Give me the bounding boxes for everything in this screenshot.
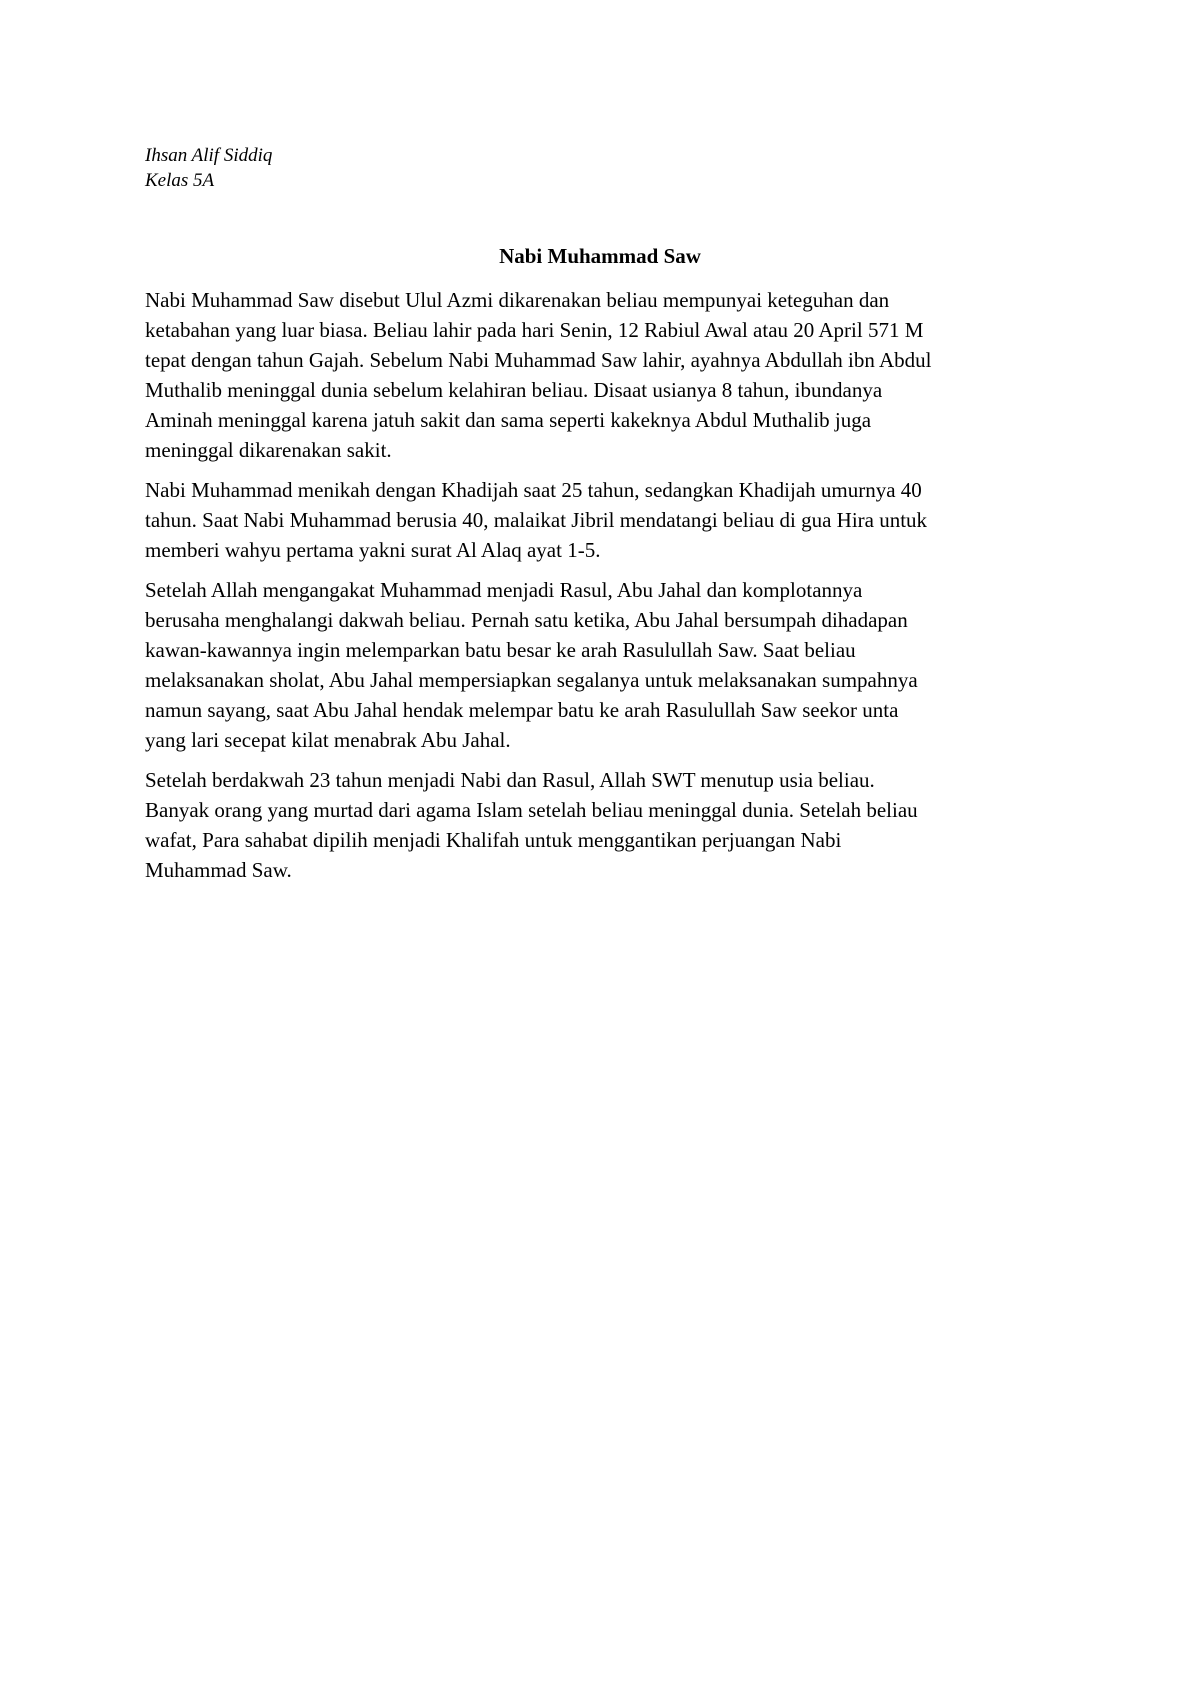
paragraph-line: Setelah Allah mengangakat Muhammad menjadi Rasul, Abu Jahal dan komplotannya (145, 578, 863, 602)
paragraph-line: Banyak orang yang murtad dari agama Islam setelah beliau meninggal dunia. Setelah beliau (145, 798, 918, 822)
paragraph-2 (145, 475, 1065, 565)
paragraph-line: tahun. Saat Nabi Muhammad berusia 40, malaikat Jibril mendatangi beliau di gua Hira untuk (145, 508, 928, 532)
paragraph-line: melaksanakan sholat, Abu Jahal mempersiapkan segalanya untuk melaksanakan sumpahnya (145, 668, 918, 692)
author-header (145, 143, 272, 193)
paragraph-line: namun sayang, saat Abu Jahal hendak melempar batu ke arah Rasulullah Saw seekor unta (145, 698, 899, 722)
paragraph-3 (145, 575, 1065, 755)
paragraph-line: meninggal dikarenakan sakit. (145, 438, 392, 462)
paragraph-line: tepat dengan tahun Gajah. Sebelum Nabi Muhammad Saw lahir, ayahnya Abdullah ibn Abdul (145, 348, 932, 372)
paragraph-line: Nabi Muhammad Saw disebut Ulul Azmi dikarenakan beliau mempunyai keteguhan dan (145, 288, 890, 312)
paragraph-line: Nabi Muhammad menikah dengan Khadijah saat 25 tahun, sedangkan Khadijah umurnya 40 (145, 478, 922, 502)
author-name: Ihsan Alif Siddiq (145, 145, 273, 166)
paragraph-line: Muhammad Saw. (145, 858, 292, 882)
document-body (145, 285, 1065, 895)
paragraph-line: Aminah meninggal karena jatuh sakit dan sama seperti kakeknya Abdul Muthalib juga (145, 408, 872, 432)
paragraph-line: wafat, Para sahabat dipilih menjadi Khalifah untuk menggantikan perjuangan Nabi (145, 828, 842, 852)
paragraph-line: berusaha menghalangi dakwah beliau. Pernah satu ketika, Abu Jahal bersumpah dihadapan (145, 608, 908, 632)
paragraph-line: kawan-kawannya ingin melemparkan batu besar ke arah Rasulullah Saw. Saat beliau (145, 638, 856, 662)
class-label: Kelas 5A (145, 170, 215, 191)
paragraph-line: Muthalib meninggal dunia sebelum kelahiran beliau. Disaat usianya 8 tahun, ibundanya (145, 378, 883, 402)
paragraph-1 (145, 285, 1065, 465)
paragraph-line: yang lari secepat kilat menabrak Abu Jahal. (145, 728, 511, 752)
paragraph-line: Setelah berdakwah 23 tahun menjadi Nabi dan Rasul, Allah SWT menutup usia beliau. (145, 768, 875, 792)
document-title: Nabi Muhammad Saw (499, 244, 701, 268)
paragraph-4 (145, 765, 1065, 885)
paragraph-line: ketabahan yang luar biasa. Beliau lahir pada hari Senin, 12 Rabiul Awal atau 20 April 571 M (145, 318, 924, 342)
paragraph-line: memberi wahyu pertama yakni surat Al Alaq ayat 1-5. (145, 538, 601, 562)
